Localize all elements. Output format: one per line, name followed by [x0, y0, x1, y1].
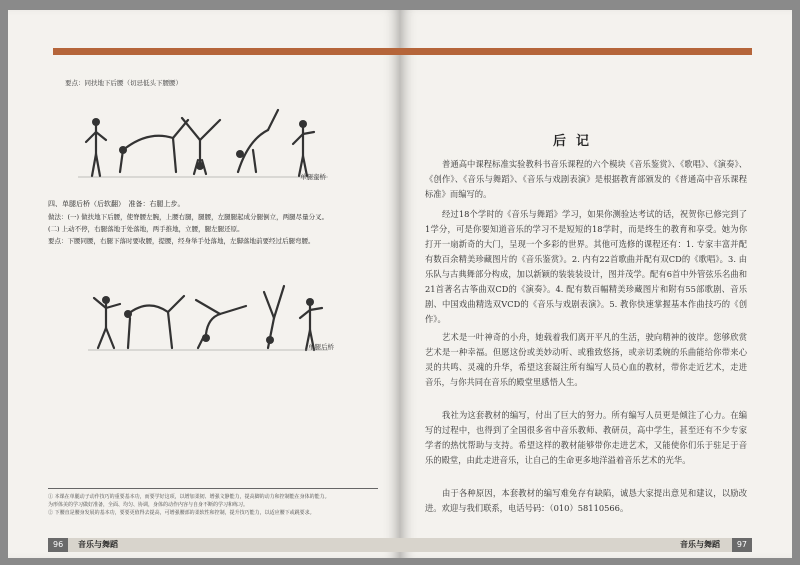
figure-back-walkover [88, 278, 338, 362]
paragraph-4: 我社为这套教材的编写，付出了巨大的努力。所有编写人员更是倾注了心力。在编写的过程中，也得到了全国很多省中音乐教师、教研员，高中学生，甚至还有不少专家学者的热忱帮助与支持。希望这样的教材能够带你走进艺术，又能使你们乐于驻足于音乐的殿堂，由此走进音乐，让自己的生命更多地洋溢着音乐艺术的光华。 [425, 410, 747, 465]
figure2-label: 单腿后桥 [308, 343, 334, 351]
paragraph-2: 经过18个学时的《音乐与舞蹈》学习，如果你测验达考试的话，祝贺你已修完到了1学分，可是你要知道音乐的学习不是短短的18学时，而是终生的教育和享受。她为你打开一扇新奇的大门，呈现一个多彩的世界。其他可选修的课程还有：1. 专家丰富并配有数百余精美珍藏图片的《音乐鉴赏》。2. 内有22首歌曲并配有双CD的《歌唱》。3. 由乐队与古典舞部分构成，加以新颖的装装装设计，图并茂学。配有6首中外管弦乐名曲和21首著名古筝曲双CD的《演奏》。4. 配有数百幅精美珍藏图片和附有55部歌剧、音乐剧、中国戏曲精选双VCD的《音乐与戏剧表演》。5. 教你快速掌握基本作曲技巧的《创作》。 [425, 209, 747, 324]
footnote-2: 为形体美的学习做好准备，全面、均匀、协调，身体的动作内容与自身不断的学习和练习。 [48, 502, 249, 508]
footnotes [48, 488, 378, 517]
section2-title: 四、单腿后桥（后软翻） 准备：右腿上步。 [48, 200, 185, 208]
left-page [8, 10, 400, 558]
right-page-number: 97 [732, 538, 752, 552]
paragraph-1: 普通高中课程标准实验教科书音乐课程的六个模块《音乐鉴赏》、《歌唱》、《演奏》、《创作》、《音乐与舞蹈》、《音乐与戏剧表演》是根据教育部颁发的《普通高中音乐课程标准》而编写的。 [425, 159, 747, 199]
right-header-rule [400, 48, 752, 55]
left-page-number: 96 [48, 538, 68, 552]
section2-line2: (二) 上动不停，右腿落地于处落地，两手推地，立腰，腿左腿还原。 [48, 225, 244, 233]
right-page [400, 10, 792, 558]
figure1-label: 单腿蛮桥 [300, 173, 326, 181]
right-footer-title: 音乐与舞蹈 [680, 540, 720, 549]
left-footer-title: 音乐与舞蹈 [78, 540, 118, 549]
footnote-1: ① 本课在单腿动子动作技巧的重要基本功，而要学好这项，以增加柔韧、增强文静能力，提高脚的动力和控制能在身体的能力。 [48, 494, 330, 500]
footnote-3: ② 下腰直是腰身发展的基本功，要要更值得去提高，可增强腰部的柔软性和控制，提升技巧能力，以适应腰下或跳要求。 [48, 510, 315, 516]
paragraph-3: 艺术是一叶神奇的小舟，她载着我们离开平凡的生活，驶向精神的彼岸。您够欣赏艺术是一种幸福。但愿这份或美妙动听、或雅致悠扬，或亲切柔婉的乐曲能给你带来心灵的共鸣、灵魂的升华，希望这套凝注所有编写人员心血的教材，带你走近艺术，走进音乐，与你共同在音乐的殿堂里感悟人生。 [425, 332, 747, 387]
afterword-heading: 后记 [552, 134, 599, 149]
paragraph-5: 由于各种原因，本套教材的编写难免存有缺陷，诚恳大家提出意见和建议，以励改进。欢迎与我们联系，电话号码：（010）58110566。 [425, 488, 747, 513]
figure2-illustration [88, 278, 338, 358]
section2-line3: 要点：下腰同腰，右腿下落时要收腰，提腰，经身举手处落地，左脚落地前要经过后腿弯腰。 [48, 237, 315, 245]
section2-line1: 做法：(一) 做扶地下后腰，使脊腰左腕，上腰右腿，腿腰，左腿腿起成分腿倒立，两腿尽量分叉。 [48, 213, 329, 221]
figure-single-leg-bridge [78, 110, 338, 194]
section1-caption: 要点：同扶地下后腰（切忌低头下腰腰） [65, 79, 182, 87]
figure1-illustration [78, 110, 338, 190]
left-header-rule [53, 48, 400, 55]
